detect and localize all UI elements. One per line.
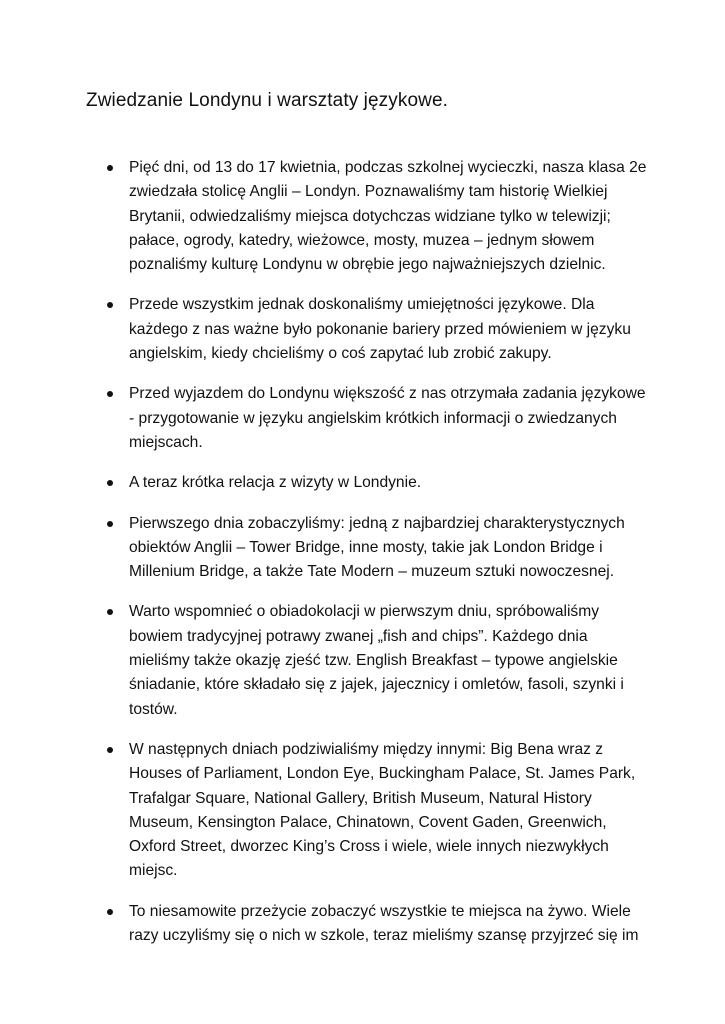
bullet-icon xyxy=(107,165,113,171)
paragraph-text: A teraz krótka relacja z wizyty w Londynie. xyxy=(129,474,422,492)
bullet-list xyxy=(88,156,648,964)
document-title: Zwiedzanie Londynu i warsztaty językowe. xyxy=(86,90,449,111)
list-item xyxy=(88,156,648,277)
list-item xyxy=(88,382,648,455)
bullet-icon xyxy=(107,909,113,915)
paragraph-text: To niesamowite przeżycie zobaczyć wszystkie te miejsca na żywo. Wiele razy uczyliśmy się o nich w szkole, teraz mieliśmy szansę przyjrzeć się im xyxy=(129,902,639,945)
paragraph-text: Pięć dni, od 13 do 17 kwietnia, podczas szkolnej wycieczki, nasza klasa 2e zwiedzała stolicę Anglii – Londyn. Poznawaliśmy tam historię Wielkiej Brytanii, odwiedzaliśmy miejsca dotychczas widziane tylko w telewizji; pałace, ogrody, katedry, wieżowce, mosty, muzea – jednym słowem poznaliśmy kulturę Londynu w obrębie jego najważniejszych dzielnic. xyxy=(129,159,647,274)
list-item xyxy=(88,512,648,585)
bullet-icon xyxy=(107,302,113,308)
paragraph-text: Warto wspomnieć o obiadokolacji w pierwszym dniu, spróbowaliśmy bowiem tradycyjnej potrawy zwanej „fish and chips”. Każdego dnia mieliśmy także okazję zjeść tzw. English Breakfast – typowe angielskie śniadanie, które składało się z jajek, jajecznicy i omletów, fasoli, szynki i tostów. xyxy=(129,603,624,718)
list-item xyxy=(88,600,648,721)
list-item xyxy=(88,471,648,495)
bullet-icon xyxy=(107,480,113,486)
paragraph-text: Przed wyjazdem do Londynu większość z nas otrzymała zadania językowe - przygotowanie w języku angielskim krótkich informacji o zwiedzanych miejscach. xyxy=(129,385,646,451)
bullet-icon xyxy=(107,609,113,615)
paragraph-text: Pierwszego dnia zobaczyliśmy: jedną z najbardziej charakterystycznych obiektów Anglii – Tower Bridge, inne mosty, takie jak London Bridge i Millenium Bridge, a także Tate Modern – muzeum sztuki nowoczesnej. xyxy=(129,514,625,581)
bullet-icon xyxy=(107,747,113,753)
bullet-icon xyxy=(107,521,113,527)
paragraph-text: Przede wszystkim jednak doskonaliśmy umiejętności językowe. Dla każdego z nas ważne było pokonanie bariery przed mówieniem w języku angielskim, kiedy chcieliśmy o coś zapytać lub zrobić zakupy. xyxy=(129,296,631,363)
paragraph-text: W następnych dniach podziwialiśmy między innymi: Big Bena wraz z Houses of Parliament, London Eye, Buckingham Palace, St. James Park, Trafalgar Square, National Gallery, British Museum, Natural History Museum, Kensington Palace, Chinatown, Covent Gaden, Greenwich, Oxford Street, dworzec King’s Cross i wiele, wiele innych niezwykłych miejsc. xyxy=(129,740,636,880)
list-item xyxy=(88,293,648,366)
bullet-icon xyxy=(107,391,113,397)
list-item xyxy=(88,738,648,884)
list-item xyxy=(88,900,648,949)
